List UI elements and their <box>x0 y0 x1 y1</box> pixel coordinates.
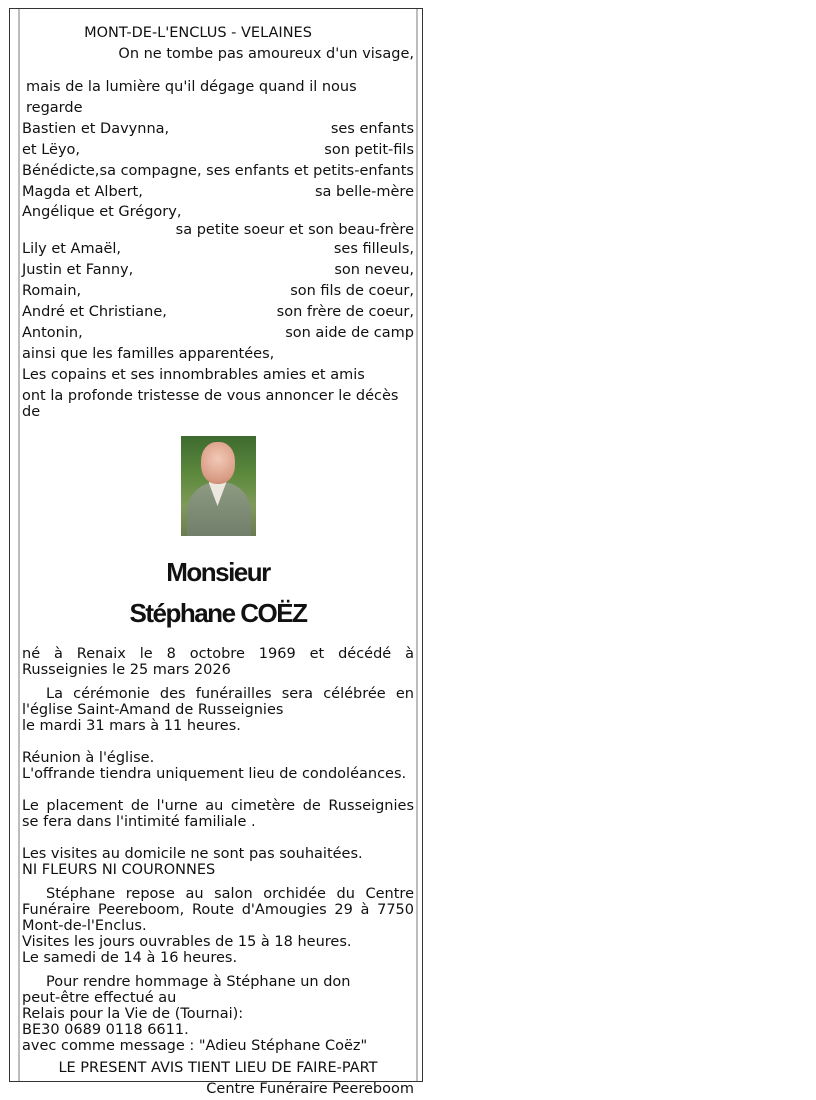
obituary-notice <box>9 8 423 1097</box>
right-border-rule <box>416 9 418 1081</box>
family-row <box>22 239 414 260</box>
charity-name: Relais pour la Vie de (Tournai): <box>22 1006 244 1022</box>
family-name: Justin et Fanny, <box>22 262 134 278</box>
iban-number: BE30 0689 0118 6611. <box>22 1022 189 1038</box>
left-border-rule <box>18 9 20 1081</box>
family-relation: sa petite soeur et son beau-frère <box>175 222 414 238</box>
closing-family-line-1: ainsi que les familles apparentées, <box>22 346 275 362</box>
tribute-text: Pour rendre hommage à Stéphane un don peut-être effectué au <box>22 974 351 1006</box>
family-name: Antonin, <box>22 325 83 341</box>
family-name: et Lëyo, <box>22 142 81 158</box>
donation-message: avec comme message : "Adieu Stéphane Coëz" <box>22 1038 368 1054</box>
family-name: André et Christiane, <box>22 304 167 320</box>
deceased-name: Stéphane COËZ <box>129 598 307 628</box>
urn-text: Le placement de l'urne au cimetère de Russeignies se fera dans l'intimité familiale . <box>22 798 414 830</box>
family-row <box>22 260 414 281</box>
family-relation: son frère de coeur, <box>276 304 414 320</box>
faire-part-notice: LE PRESENT AVIS TIENT LIEU DE FAIRE-PART <box>58 1060 378 1076</box>
family-name: Magda et Albert, <box>22 184 143 200</box>
family-row <box>22 182 414 203</box>
family-relation: son petit-fils <box>324 142 414 158</box>
ceremony-text: La cérémonie des funérailles sera célébrée en l'église Saint-Amand de Russeignies <box>22 686 414 718</box>
birth-death-text: né à Renaix le 8 octobre 1969 et décédé à Russeignies le 25 mars 2026 <box>22 646 414 678</box>
quote-line-2: mais de la lumière qu'il dégage quand il nous regarde <box>26 79 357 116</box>
ceremony-date: le mardi 31 mars à 11 heures. <box>22 718 241 734</box>
funeral-home-name: Centre Funéraire Peereboom <box>206 1081 414 1097</box>
family-row <box>22 323 414 344</box>
deceased-portrait <box>181 436 256 536</box>
deceased-title: Monsieur <box>166 557 270 587</box>
closing-family-line-2: Les copains et ses innombrables amies et amis <box>22 367 365 383</box>
family-name: Bénédicte, <box>22 163 100 179</box>
family-relation: sa compagne, ses enfants et petits-enfants <box>99 163 414 179</box>
family-name: Romain, <box>22 283 82 299</box>
family-row <box>22 140 414 161</box>
no-flowers-text: NI FLEURS NI COURONNES <box>22 862 216 878</box>
family-name: Angélique et Grégory, <box>22 204 182 220</box>
family-relation: ses filleuls, <box>333 241 414 257</box>
family-name: Lily et Amaël, <box>22 241 122 257</box>
family-relation: son neveu, <box>334 262 414 278</box>
family-relation: son aide de camp <box>285 325 414 341</box>
family-row <box>22 203 414 239</box>
visiting-hours-weekdays: Visites les jours ouvrables de 15 à 18 heures. <box>22 934 352 950</box>
offering-text: L'offrande tiendra uniquement lieu de condoléances. <box>22 766 407 782</box>
closing-family-line-3: ont la profonde tristesse de vous annoncer le décès de <box>22 388 399 420</box>
family-relation: ses enfants <box>330 121 414 137</box>
family-row <box>22 161 414 182</box>
notice-content <box>22 23 414 1100</box>
family-row <box>22 281 414 302</box>
family-relation: sa belle-mère <box>315 184 414 200</box>
location-header: MONT-DE-L'ENCLUS - VELAINES <box>84 25 312 41</box>
family-relation: son fils de coeur, <box>290 283 414 299</box>
family-name: Bastien et Davynna, <box>22 121 170 137</box>
visiting-hours-saturday: Le samedi de 14 à 16 heures. <box>22 950 238 966</box>
family-row <box>22 119 414 140</box>
home-visits-text: Les visites au domicile ne sont pas souhaitées. <box>22 846 363 862</box>
quote-line-1: On ne tombe pas amoureux d'un visage, <box>118 46 414 62</box>
family-row <box>22 302 414 323</box>
resting-place-text: Stéphane repose au salon orchidée du Centre Funéraire Peereboom, Route d'Amougies 29 à 7750 Mont-de-l'Enclus. <box>22 886 414 934</box>
reunion-text: Réunion à l'église. <box>22 750 155 766</box>
